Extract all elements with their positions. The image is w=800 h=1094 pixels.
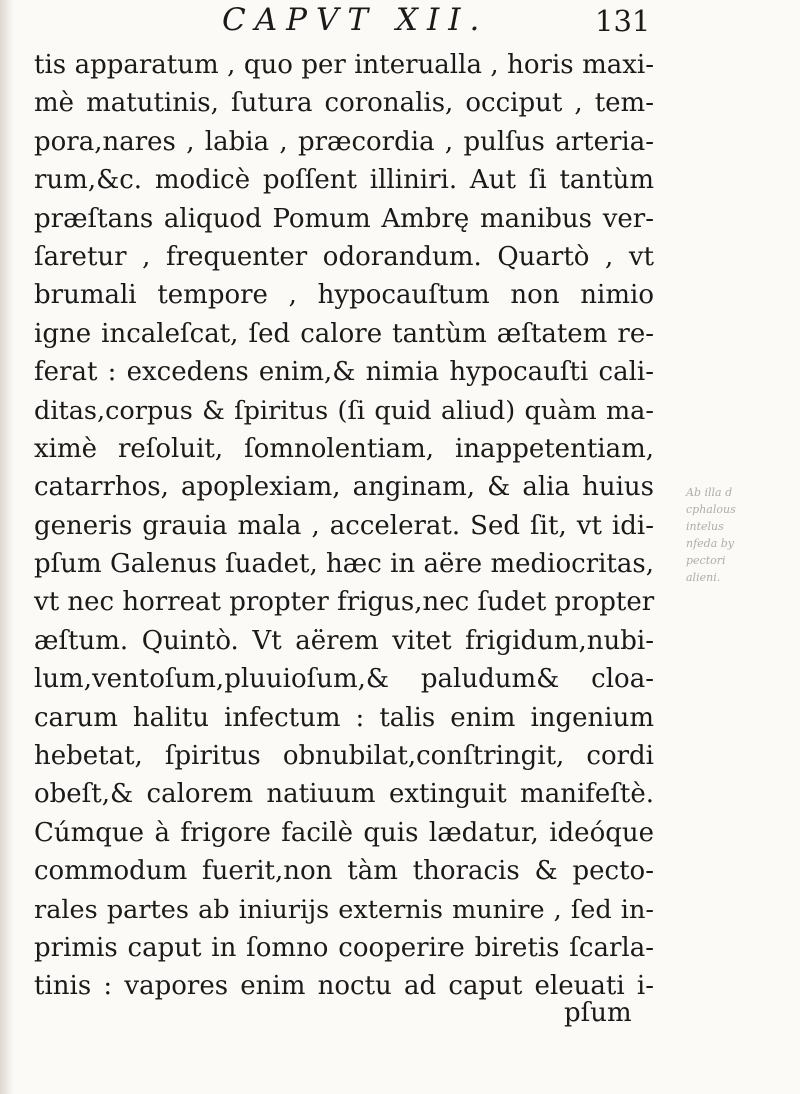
text-line: primis caput in ſomno cooperire biretis ſcarla- xyxy=(34,932,654,963)
text-line: commodum fuerit,non tàm thoracis & pecto- xyxy=(34,856,654,887)
text-line: tinis : vapores enim noctu ad caput eleuati i- xyxy=(34,971,654,1002)
text-line: vt nec horreat propter frigus,nec ſudet propter xyxy=(34,587,655,618)
body-text xyxy=(34,46,654,1006)
running-title: CAPVT XII. xyxy=(222,2,489,38)
text-line: rum,&c. modicè poſſent illiniri. Aut ſi tantùm xyxy=(34,165,654,196)
text-line: tis apparatum , quo per interualla , horis maxi- xyxy=(34,50,654,80)
text-line: lum,ventoſum,pluuioſum,& paludum& cloa- xyxy=(34,664,654,695)
page-number: 131 xyxy=(595,4,651,38)
text-line: ferat : excedens enim,& nimia hypocauſti cali- xyxy=(34,357,654,388)
page-header xyxy=(0,2,800,42)
margin-note-line: intelus xyxy=(686,520,724,533)
margin-note-bleed-through xyxy=(686,484,796,586)
page-gutter-shadow xyxy=(0,0,14,1094)
margin-note-line: Ab illa d xyxy=(686,486,733,499)
text-line: ditas,corpus & ſpiritus (ſi quid aliud) quàm ma- xyxy=(34,395,654,426)
text-line: obeſt,& calorem natiuum extinguit manifeſtè. xyxy=(34,779,654,810)
text-line: pora,nares , labia , præcordia , pulſus arteria- xyxy=(34,126,654,157)
text-line: æſtum. Quintò. Vt aërem vitet frigidum,nubi- xyxy=(34,625,654,656)
text-line: ximè reſoluit, ſomnolentiam, inappetentiam, xyxy=(34,433,654,464)
text-line: pſum Galenus ſuadet, hæc in aëre mediocritas, xyxy=(34,549,654,580)
margin-note-line: alieni. xyxy=(686,571,721,584)
margin-note-line: pectori xyxy=(686,554,726,567)
margin-note-line: cphalous xyxy=(686,503,736,516)
text-line: præſtans aliquod Pomum Ambrę manibus ver- xyxy=(34,203,654,234)
text-line: hebetat, ſpiritus obnubilat,conſtringit, cordi xyxy=(34,741,654,772)
text-line: ſaretur , frequenter odorandum. Quartò , vt xyxy=(34,241,654,272)
text-line: Cúmque à frigore facilè quis lædatur, ideóque xyxy=(34,817,654,848)
text-line: igne incaleſcat, ſed calore tantùm æſtatem re- xyxy=(34,318,654,349)
text-line: catarrhos, apoplexiam, anginam, & alia huius xyxy=(34,472,654,503)
text-line: carum halitu infectum : talis enim ingenium xyxy=(34,702,654,733)
text-line: generis grauia mala , accelerat. Sed ſit, vt idi- xyxy=(34,510,654,541)
text-line: brumali tempore , hypocauſtum non nimio xyxy=(34,280,654,311)
text-line: mè matutinis, ſutura coronalis, occiput , tem- xyxy=(34,88,654,119)
catchword: pſum xyxy=(564,998,632,1028)
margin-note-line: nfeda by xyxy=(686,537,735,550)
text-line: rales partes ab iniurijs externis munire , ſed in- xyxy=(34,894,654,925)
